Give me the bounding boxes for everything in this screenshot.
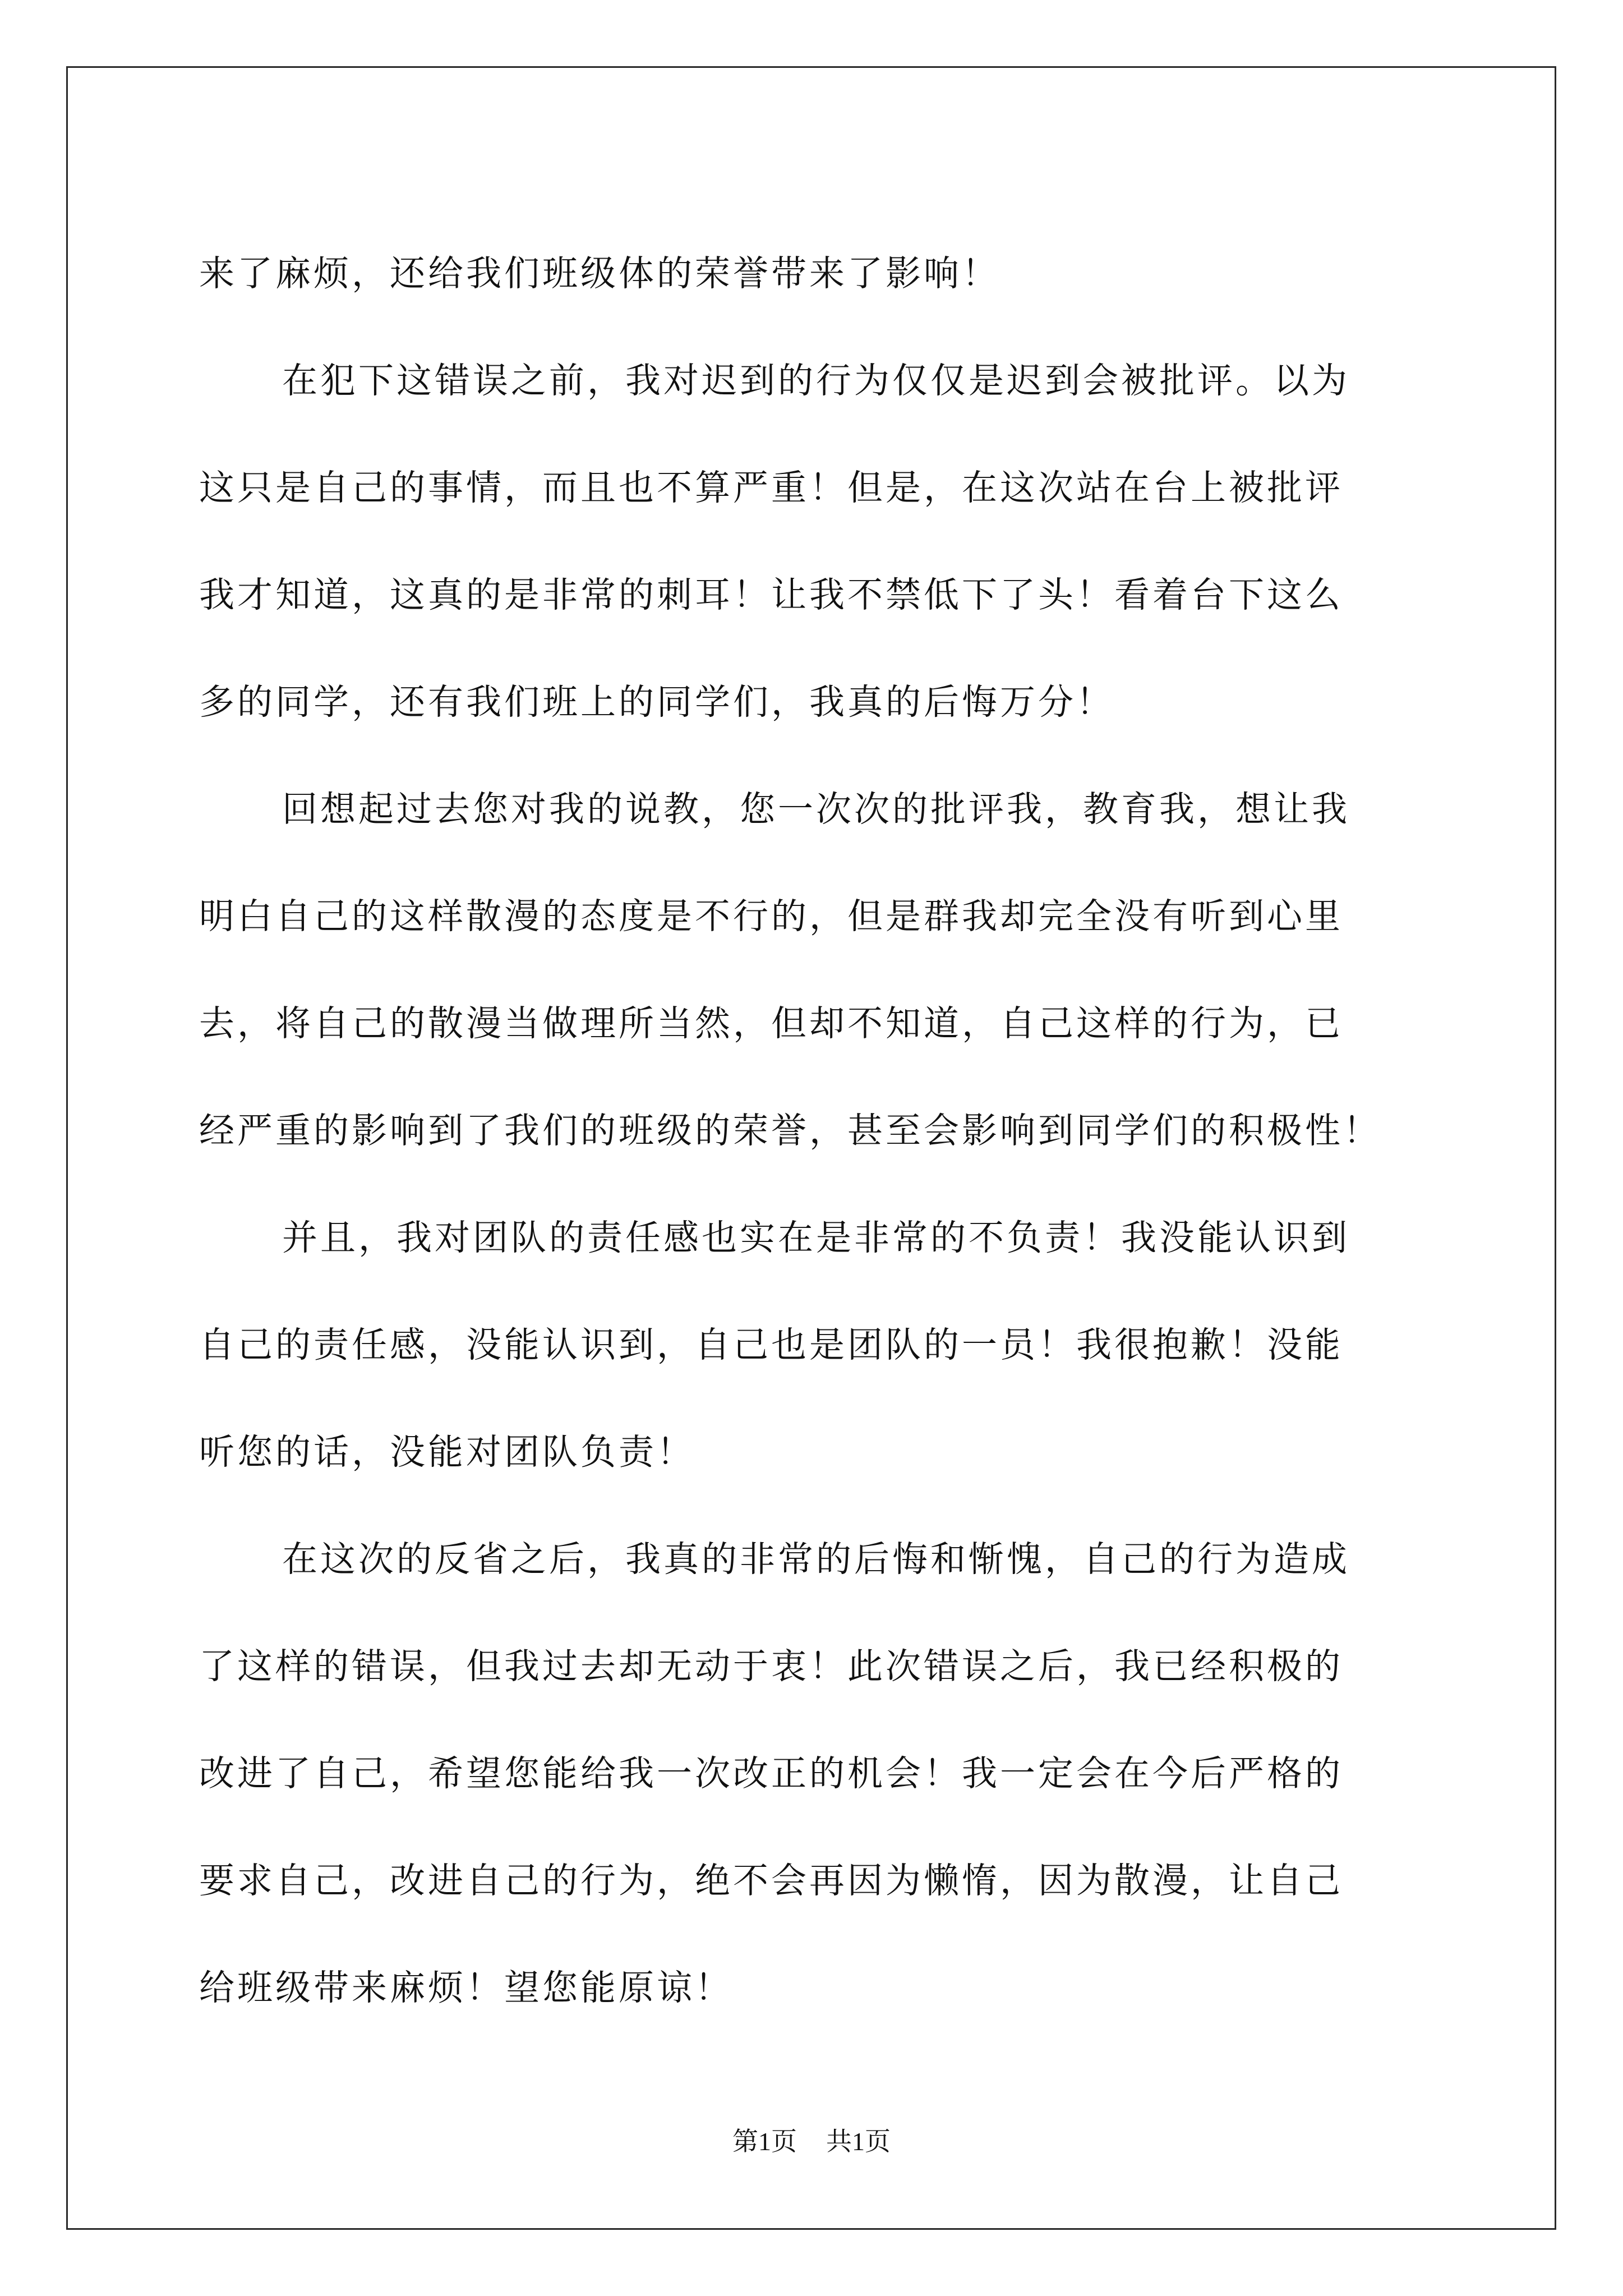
text-line: 给班级带来麻烦！望您能原谅！ (199, 1967, 733, 2008)
page-number-total: 共1页 (826, 2127, 891, 2156)
text-line: 来了麻烦，还给我们班级体的荣誉带来了影响！ (199, 253, 1000, 294)
text-line: 自己的责任感，没能认识到，自己也是团队的一员！我很抱歉！没能 (199, 1324, 1343, 1365)
text-line: 了这样的错误，但我过去却无动于衷！此次错误之后，我已经积极的 (199, 1646, 1343, 1687)
text-line: 要求自己，改进自己的行为，绝不会再因为懒惰，因为散漫，让自己 (199, 1860, 1343, 1901)
text-line: 听您的话，没能对团队负责！ (199, 1432, 695, 1473)
paragraph-start-line: 并且，我对团队的责任感也实在是非常的不负责！我没能认识到 (282, 1217, 1350, 1258)
text-line: 我才知道，这真的是非常的刺耳！让我不禁低下了头！看着台下这么 (199, 574, 1343, 615)
text-line: 这只是自己的事情，而且也不算严重！但是，在这次站在台上被批评 (199, 467, 1343, 508)
paragraph-start-line: 回想起过去您对我的说教，您一次次的批评我，教育我，想让我 (282, 789, 1350, 830)
paragraph-start-line: 在犯下这错误之前，我对迟到的行为仅仅是迟到会被批评。以为 (282, 360, 1350, 401)
paragraph-start-line: 在这次的反省之后，我真的非常的后悔和惭愧，自己的行为造成 (282, 1539, 1350, 1580)
page-number-current: 第1页 (732, 2127, 797, 2156)
text-line: 经严重的影响到了我们的班级的荣誉，甚至会影响到同学们的积极性！ (199, 1110, 1381, 1151)
text-line: 去，将自己的散漫当做理所当然，但却不知道，自己这样的行为，已 (199, 1003, 1343, 1044)
document-body (199, 220, 1427, 2041)
page-footer (0, 2125, 1623, 2159)
text-line: 多的同学，还有我们班上的同学们，我真的后悔万分！ (199, 682, 1114, 723)
text-line: 明白自己的这样散漫的态度是不行的，但是群我却完全没有听到心里 (199, 896, 1343, 937)
text-line: 改进了自己，希望您能给我一次改正的机会！我一定会在今后严格的 (199, 1753, 1343, 1794)
